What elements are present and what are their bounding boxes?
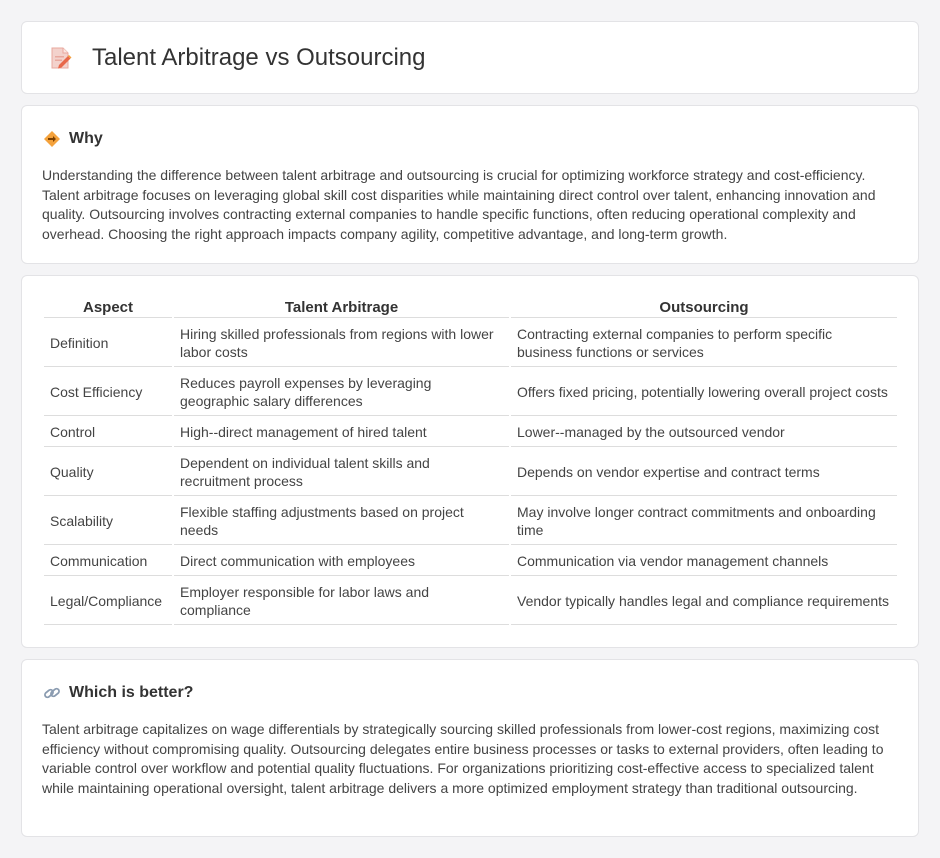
outsourcing-cell: Lower--managed by the outsourced vendor: [511, 418, 897, 447]
column-header-outsourcing: Outsourcing: [511, 298, 897, 318]
table-row: [44, 320, 897, 367]
comparison-section: [21, 275, 919, 648]
table-header-row: [44, 298, 897, 318]
outsourcing-cell: Depends on vendor expertise and contract terms: [511, 449, 897, 496]
why-section: [21, 105, 919, 264]
outsourcing-cell: Offers fixed pricing, potentially lowering overall project costs: [511, 369, 897, 416]
outsourcing-cell: Contracting external companies to perform specific business functions or services: [511, 320, 897, 367]
aspect-cell: Scalability: [44, 498, 172, 545]
talent-cell: Reduces payroll expenses by leveraging geographic salary differences: [174, 369, 509, 416]
outsourcing-cell: Communication via vendor management channels: [511, 547, 897, 576]
table-row: [44, 498, 897, 545]
aspect-cell: Quality: [44, 449, 172, 496]
better-body: Talent arbitrage capitalizes on wage differentials by strategically sourcing skilled professionals from lower-cost regions, maximizing cost efficiency without compromising quality. Outsourcing delegates entire business processes or tasks to external providers, often leading to variable control over workflow and potential quality fluctuations. For organizations prioritizing cost-effective access to specialized talent while maintaining operational oversight, talent arbitrage delivers a more optimized employment strategy than traditional outsourcing.: [42, 721, 884, 796]
which-is-better-section: [21, 659, 919, 837]
table-row: [44, 547, 897, 576]
talent-cell: Direct communication with employees: [174, 547, 509, 576]
header-card: [21, 21, 919, 94]
why-title: Why: [69, 130, 103, 147]
page-title: Talent Arbitrage vs Outsourcing: [92, 43, 426, 71]
talent-cell: Hiring skilled professionals from regions with lower labor costs: [174, 320, 509, 367]
column-header-talent-arbitrage: Talent Arbitrage: [174, 298, 509, 318]
talent-cell: High--direct management of hired talent: [174, 418, 509, 447]
aspect-cell: Cost Efficiency: [44, 369, 172, 416]
talent-cell: Flexible staffing adjustments based on project needs: [174, 498, 509, 545]
talent-cell: Dependent on individual talent skills and recruitment process: [174, 449, 509, 496]
diamond-arrow-icon: [43, 130, 61, 148]
better-title: Which is better?: [69, 684, 194, 701]
outsourcing-cell: May involve longer contract commitments and onboarding time: [511, 498, 897, 545]
aspect-cell: Legal/Compliance: [44, 578, 172, 625]
aspect-cell: Communication: [44, 547, 172, 576]
aspect-cell: Definition: [44, 320, 172, 367]
document-pencil-icon: [47, 45, 73, 71]
outsourcing-cell: Vendor typically handles legal and compliance requirements: [511, 578, 897, 625]
link-icon: [43, 684, 61, 702]
talent-cell: Employer responsible for labor laws and compliance: [174, 578, 509, 625]
table-row: [44, 449, 897, 496]
aspect-cell: Control: [44, 418, 172, 447]
table-row: [44, 418, 897, 447]
comparison-table: [42, 296, 899, 627]
why-body: Understanding the difference between talent arbitrage and outsourcing is crucial for optimizing workforce strategy and cost-efficiency. Talent arbitrage focuses on leveraging global skill cost disparities while maintaining direct control over talent, enhancing innovation and quality. Outsourcing involves contracting external companies to handle specific functions, often reducing operational complexity and overhead. Choosing the right approach impacts company agility, competitive advantage, and long-term growth.: [42, 167, 876, 242]
table-row: [44, 578, 897, 625]
table-row: [44, 369, 897, 416]
column-header-aspect: Aspect: [44, 298, 172, 318]
